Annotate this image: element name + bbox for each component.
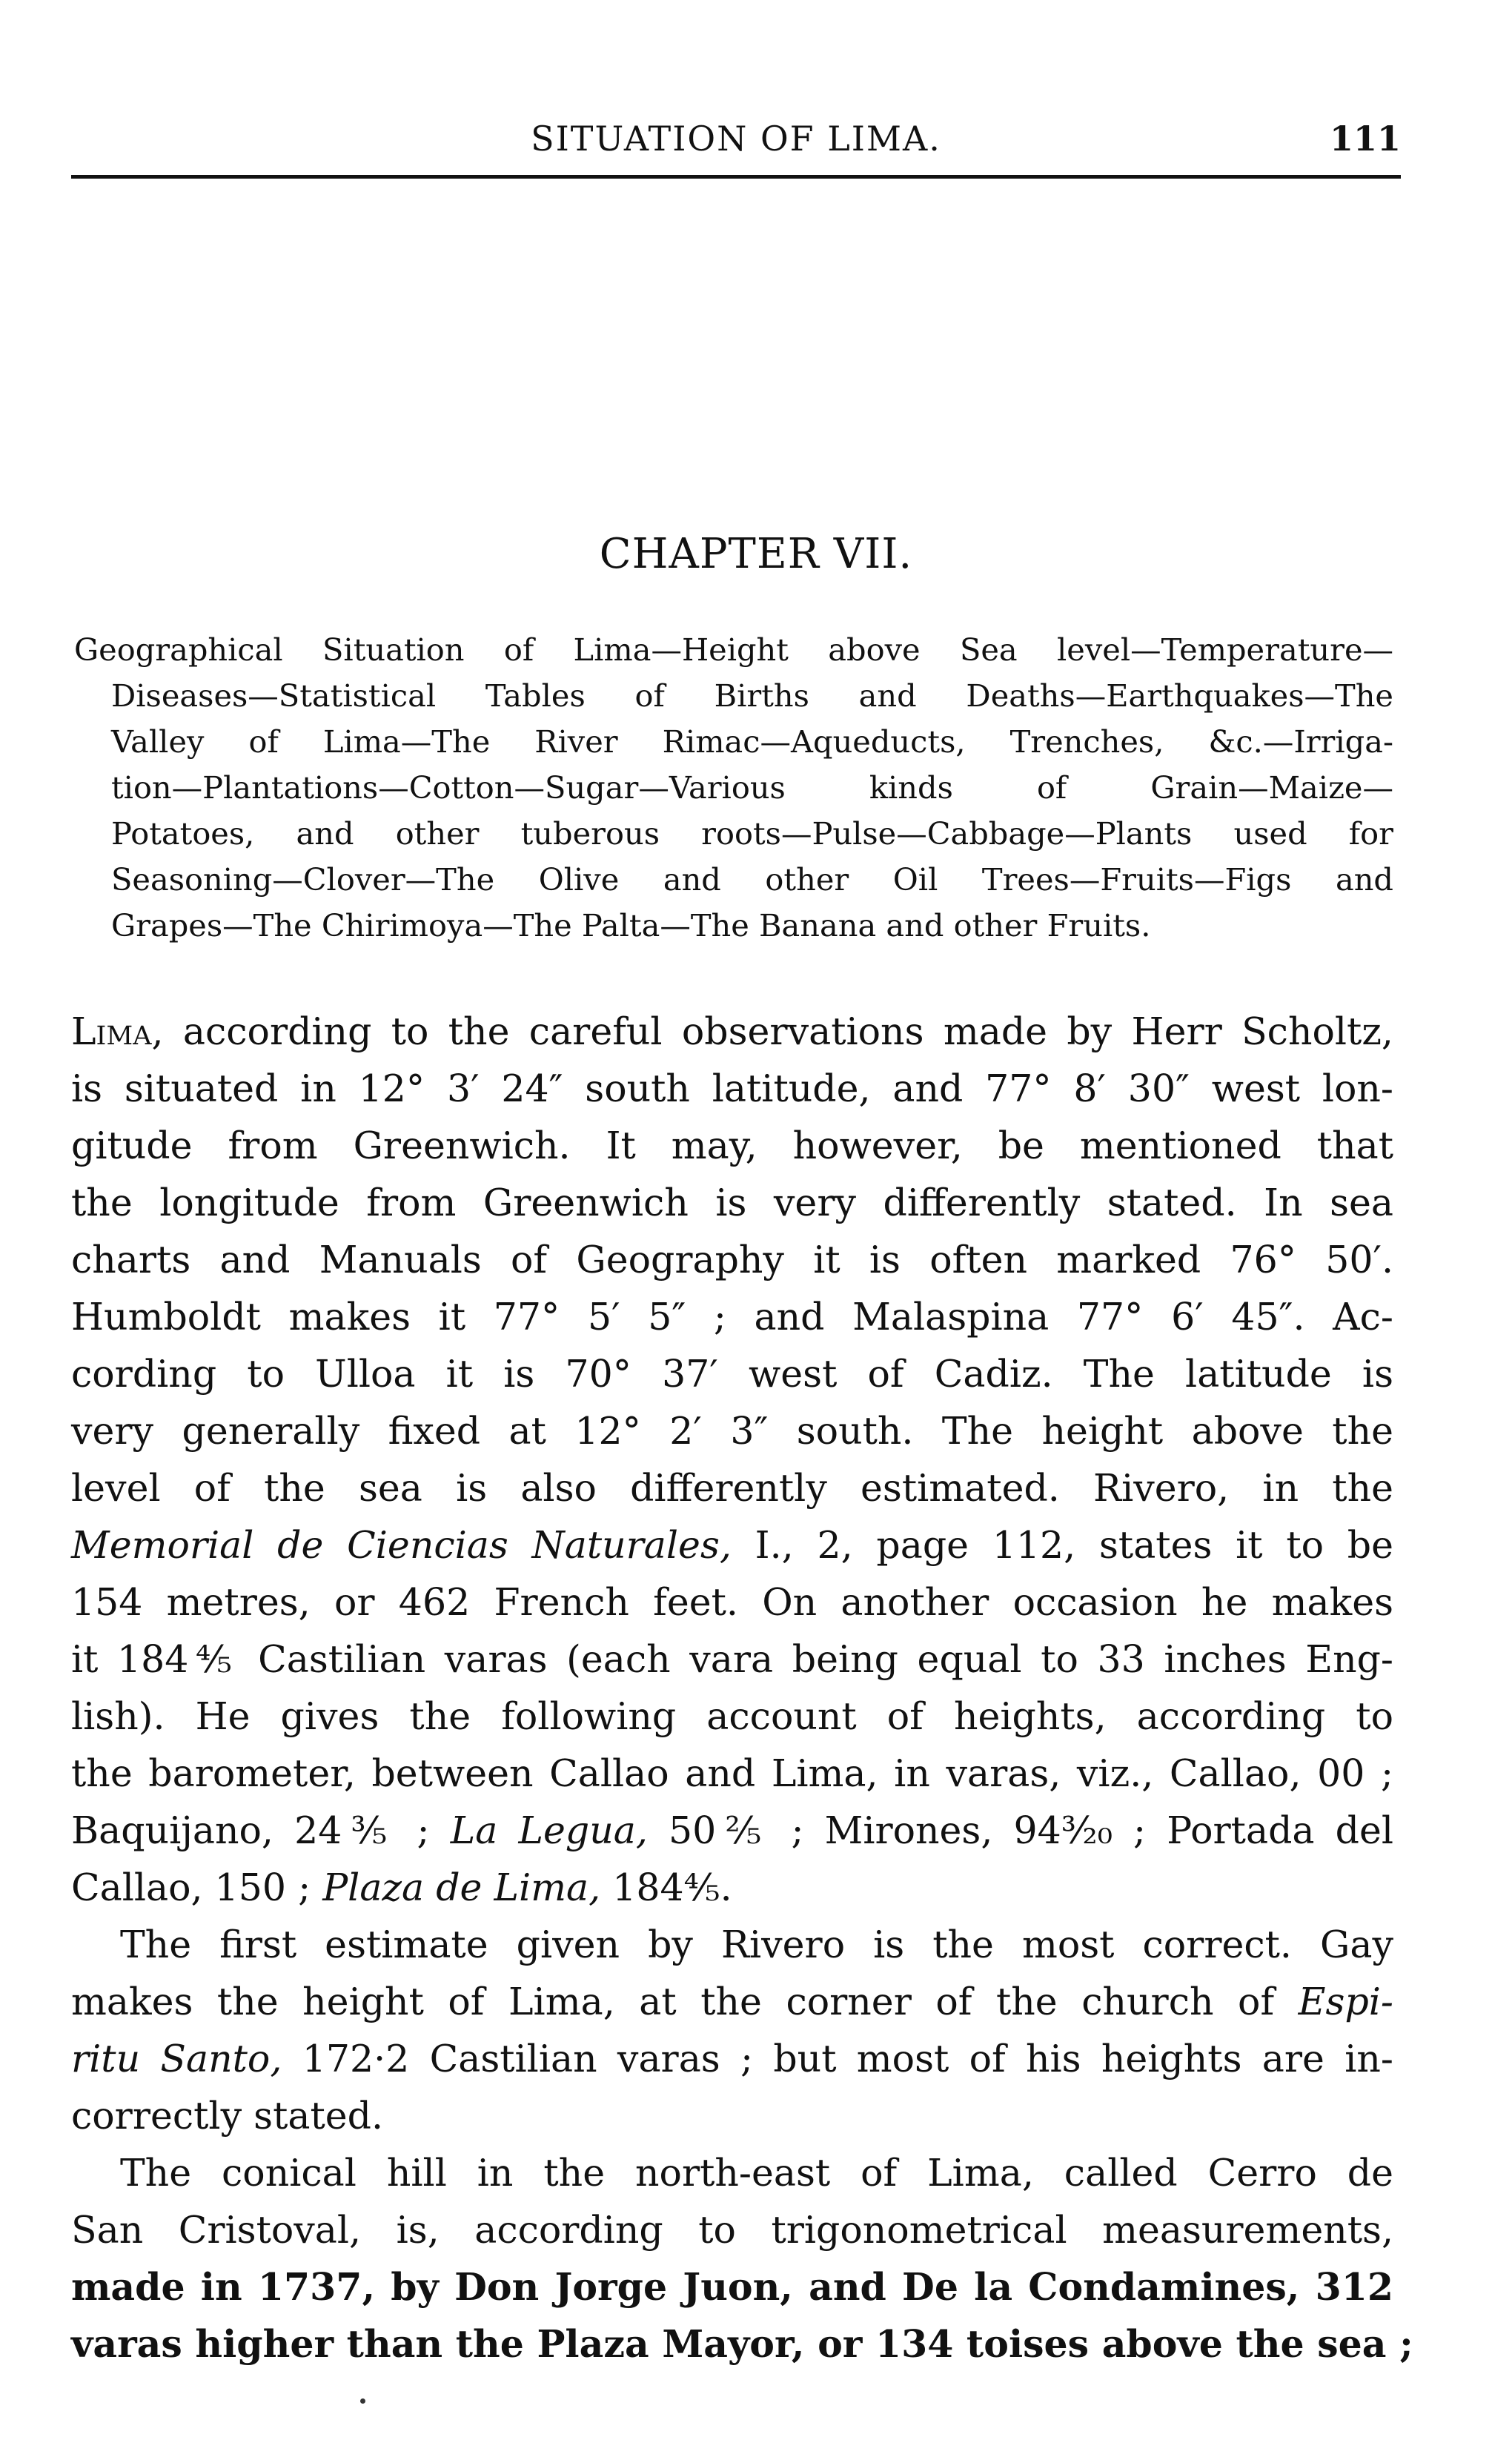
italic-place: La Legua, [450, 1808, 648, 1852]
body-line [71, 1516, 1393, 1574]
summary-line: Seasoning—Clover—The Olive and other Oil Trees—Fruits—Figs and [111, 861, 1393, 898]
summary-line: Diseases—Statistical Tables of Births and Deaths—Earthquakes—The [111, 677, 1393, 714]
body-line-text: 50⅖ ; Mirones, 94³⁄₂₀ ; Portada del [647, 1808, 1393, 1852]
body-line-text: Callao, 150 ; [71, 1866, 323, 1909]
italic-place: Espi- [1298, 1980, 1393, 2023]
summary-line: Valley of Lima—The River Rimac—Aqueducts, Trenches, &c.—Irriga- [111, 723, 1393, 760]
body-line [71, 2030, 1393, 2087]
body-line [71, 1859, 1393, 1916]
italic-place: Plaza de Lima, [322, 1866, 601, 1909]
italic-place: ritu Santo, [71, 2037, 282, 2080]
body-line: very generally fixed at 12° 2′ 3″ south. The height above the [71, 1409, 1393, 1453]
body-line-text: makes the height of Lima, at the corner of the church of [71, 1980, 1299, 2023]
body-line [71, 1802, 1393, 1859]
body-line: the barometer, between Callao and Lima, in varas, viz., Callao, 00 ; [71, 1751, 1393, 1795]
body-line: correctly stated. [71, 2094, 384, 2138]
stray-mark [360, 2398, 365, 2404]
body-line: the longitude from Greenwich is very differently stated. In sea [71, 1181, 1393, 1224]
body-line: level of the sea is also differently estimated. Rivero, in the [71, 1466, 1393, 1510]
body-line-text: 172·2 Castilian varas ; but most of his heights are in- [282, 2037, 1393, 2080]
italic-title: Memorial de Ciencias Naturales, [71, 1523, 732, 1567]
running-title: SITUATION OF LIMA. [531, 119, 941, 159]
body-line: gitude from Greenwich. It may, however, be mentioned that [71, 1124, 1393, 1167]
body-line-text: , according to the careful observations made by Herr Scholtz, [151, 1009, 1393, 1053]
body-line: San Cristoval, is, according to trigonometrical measurements, [71, 2208, 1393, 2252]
summary-line: tion—Plantations—Cotton—Sugar—Various kinds of Grain—Maize— [111, 769, 1393, 806]
body-line-text: 184⅘. [600, 1866, 732, 1909]
body-line: cording to Ulloa it is 70° 37′ west of Cadiz. The latitude is [71, 1352, 1393, 1396]
summary-line: Geographical Situation of Lima—Height above Sea level—Temperature— [74, 631, 1393, 668]
body-line-text: Baquijano, 24⅗ ; [71, 1808, 451, 1852]
lead-word: Lima [71, 1009, 152, 1053]
body-line-text: I., 2, page 112, states it to be [731, 1523, 1393, 1567]
body-line: varas higher than the Plaza Mayor, or 134 toises above the sea ; [71, 2322, 1413, 2366]
page-number: 111 [1329, 119, 1401, 159]
body-line: it 184⅘ Castilian varas (each vara being equal to 33 inches Eng- [71, 1637, 1393, 1681]
body-line: The first estimate given by Rivero is the most correct. Gay [120, 1923, 1393, 1966]
body-line: 154 metres, or 462 French feet. On another occasion he makes [71, 1580, 1393, 1624]
body-line [71, 1003, 1393, 1060]
body-line: The conical hill in the north-east of Lima, called Cerro de [120, 2151, 1393, 2195]
body-line [71, 1973, 1393, 2030]
body-line: charts and Manuals of Geography it is often marked 76° 50′. [71, 1238, 1393, 1282]
body-line: is situated in 12° 3′ 24″ south latitude, and 77° 8′ 30″ west lon- [71, 1067, 1393, 1110]
body-line: Humboldt makes it 77° 5′ 5″ ; and Malaspina 77° 6′ 45″. Ac- [71, 1295, 1393, 1339]
running-head [71, 119, 1401, 163]
summary-line: Potatoes, and other tuberous roots—Pulse—Cabbage—Plants used for [111, 815, 1393, 852]
summary-line: Grapes—The Chirimoya—The Palta—The Banana and other Fruits. [111, 907, 1151, 944]
body-line: made in 1737, by Don Jorge Juon, and De la Condamines, 312 [71, 2265, 1393, 2309]
chapter-summary [74, 627, 1393, 949]
header-rule [71, 175, 1401, 179]
chapter-title: CHAPTER VII. [599, 530, 913, 578]
body-text [71, 1003, 1413, 2373]
body-line: lish). He gives the following account of heights, according to [71, 1694, 1393, 1738]
